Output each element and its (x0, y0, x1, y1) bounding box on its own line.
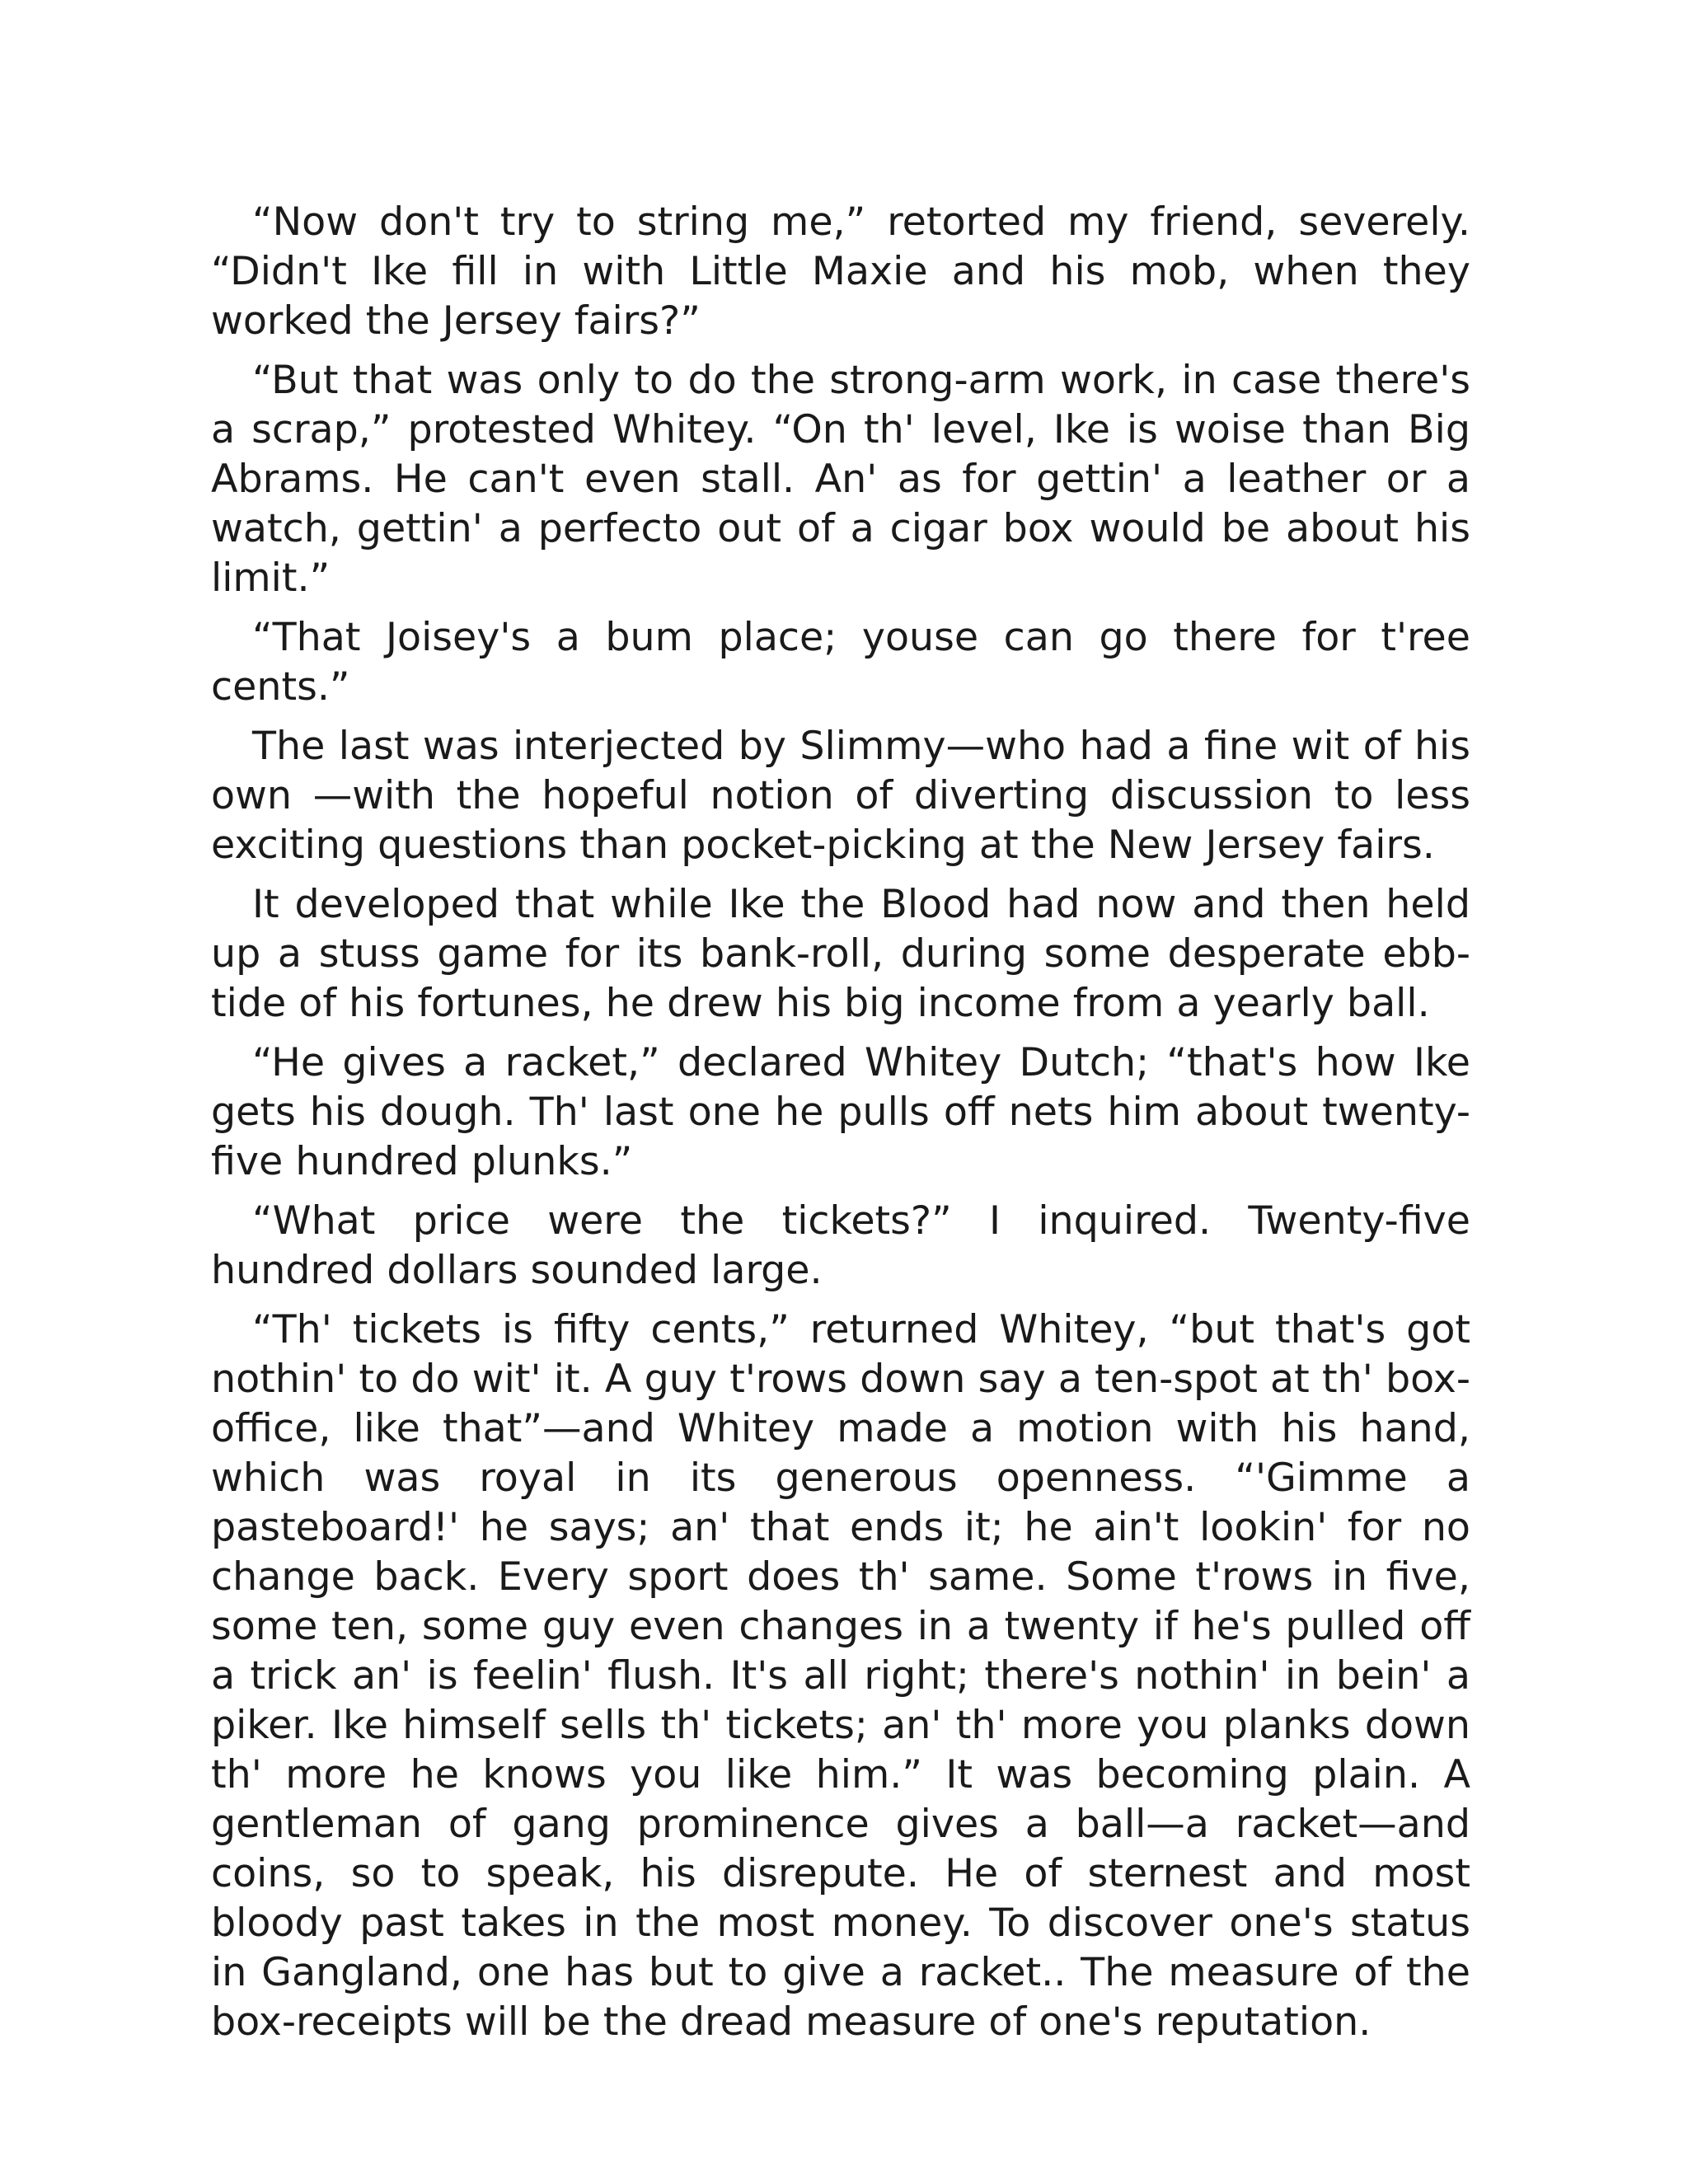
paragraph-8: “Th' tickets is fifty cents,” returned Whitey, “but that's got nothin' to do wit' it. A guy t'rows down say a ten-spot at th' box-office, like that”—and Whitey made a motion with his hand, which was royal in its generous openness. “'Gimme a pasteboard!' he says; an' that ends it; he ain't lookin' for no change back. Every sport does th' same. Some t'rows in five, some ten, some guy even changes in a twenty if he's pulled off a trick an' is feelin' flush. It's all right; there's nothin' in bein' a piker. Ike himself sells th' tickets; an' th' more you planks down th' more he knows you like him.” It was becoming plain. A gentleman of gang prominence gives a ball—a racket—and coins, so to speak, his disrepute. He of sternest and most bloody past takes in the most money. To discover one's status in Gangland, one has but to give a racket.. The measure of the box-receipts will be the dread measure of one's reputation. (211, 1307, 1470, 2045)
paragraph-3: “That Joisey's a bum place; youse can go there for t'ree cents.” (211, 615, 1470, 710)
paragraph-7: “What price were the tickets?” I inquired. Twenty-five hundred dollars sounded large. (211, 1198, 1470, 1293)
paragraph-5: It developed that while Ike the Blood had now and then held up a stuss game for its bank-roll, during some desperate ebb-tide of his fortunes, he drew his big income from a yearly ball. (211, 882, 1470, 1026)
paragraph-6: “He gives a racket,” declared Whitey Dutch; “that's how Ike gets his dough. Th' last one he pulls off nets him about twenty-five hundred plunks.” (211, 1040, 1470, 1184)
paragraph-1: “Now don't try to string me,” retorted my friend, severely. “Didn't Ike fill in with Little Maxie and his mob, when they worked the Jersey fairs?” (211, 199, 1470, 344)
document-page (211, 198, 1470, 2057)
paragraph-2: “But that was only to do the strong-arm work, in case there's a scrap,” protested Whitey. “On th' level, Ike is woise than Big Abrams. He can't even stall. An' as for gettin' a leather or a watch, gettin' a perfecto out of a cigar box would be about his limit.” (211, 358, 1470, 601)
paragraph-4: The last was interjected by Slimmy—who had a fine wit of his own —with the hopeful notion of diverting discussion to less exciting questions than pocket-picking at the New Jersey fairs. (211, 724, 1470, 868)
